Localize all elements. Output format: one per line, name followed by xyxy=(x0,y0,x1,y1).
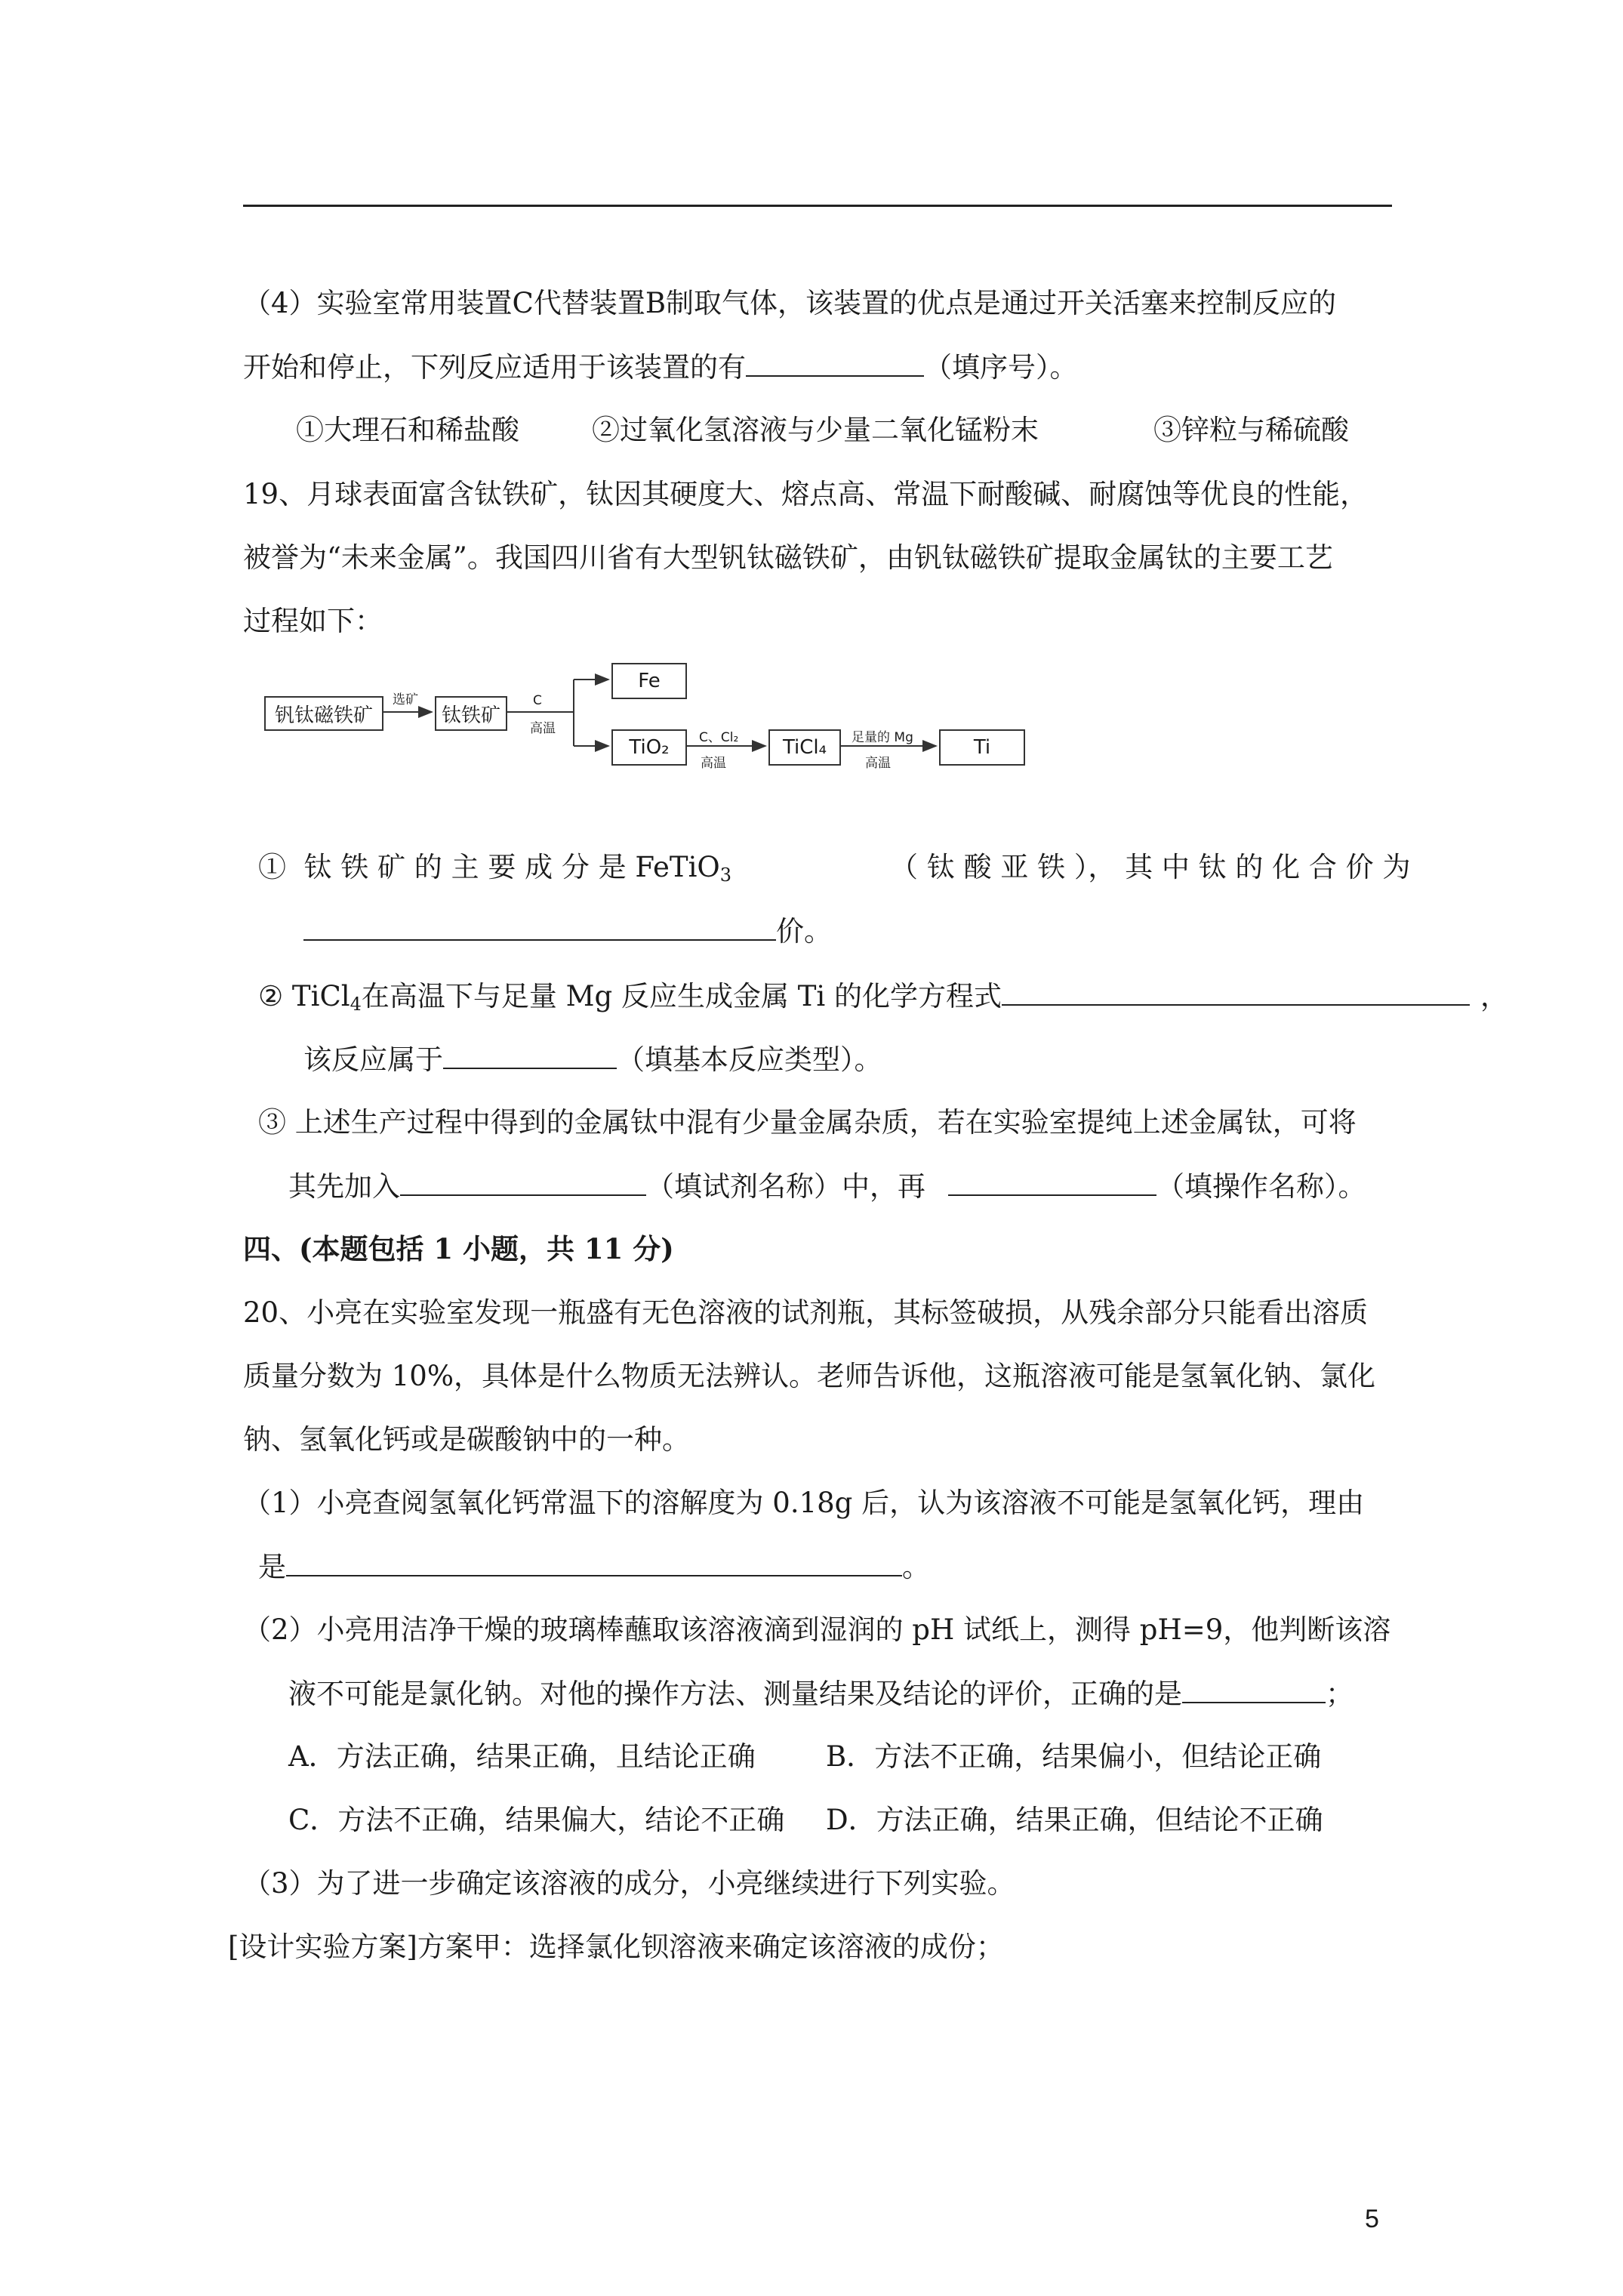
process-flow-diagram xyxy=(264,657,1034,785)
q20-part1-line2: 是 。 xyxy=(258,1551,930,1583)
q19-sub1-line1: ① 钛 铁 矿 的 主 要 成 分 是 FeTiO$_3$ （ 钛 酸 亚 铁 ）， 其 中 钛 的 化 合 价 为 xyxy=(258,851,1411,886)
flow-label-high-temp-1: 高温 xyxy=(530,721,556,736)
q20-part3: （3）为了进一步确定该溶液的成分，小亮继续进行下列实验。 xyxy=(243,1867,1015,1900)
q20-part2-line1: （2）小亮用洁净干燥的玻璃棒蘸取该溶液滴到湿润的 pH 试纸上，测得 pH=9，他判断该溶 xyxy=(243,1613,1391,1646)
q20-part1-line1: （1）小亮查阅氢氧化钙常温下的溶解度为 0.18g 后，认为该溶液不可能是氢氧化钙，理由 xyxy=(243,1487,1365,1519)
q19-line3: 过程如下： xyxy=(243,605,383,637)
answer-blank[interactable] xyxy=(948,1172,1156,1196)
section-heading: 四、(本题包括 1 小题，共 11 分) xyxy=(243,1232,674,1265)
answer-blank[interactable] xyxy=(1182,1679,1326,1703)
answer-blank[interactable] xyxy=(746,353,924,377)
answer-blank[interactable] xyxy=(400,1172,646,1196)
flow-label-c-cl2: C、Cl₂ xyxy=(699,730,739,745)
q20-design-plan: [设计实验方案]方案甲：选择氯化钡溶液来确定该溶液的成份； xyxy=(228,1931,1004,1963)
q19-sub3-line2: 其先加入 （填试剂名称）中，再 （填操作名称）。 xyxy=(288,1170,1366,1203)
flow-box-ticl4: TiCl₄ xyxy=(768,729,841,766)
q19-sub2-line1: ② TiCl$_4$在高温下与足量 Mg 反应生成金属 Ti 的化学方程式 ， xyxy=(258,980,1509,1015)
q19-sub1-line2: 价。 xyxy=(303,917,832,945)
flow-box-ti: Ti xyxy=(939,729,1025,766)
flow-box-tio2: TiO₂ xyxy=(611,729,687,766)
q20-option-a: A．方法正确，结果正确，且结论正确 xyxy=(288,1740,756,1773)
q19-line2: 被誉为“未来金属”。我国四川省有大型钒钛磁铁矿，由钒钛磁铁矿提取金属钛的主要工艺 xyxy=(243,541,1333,574)
q18-4-line2: 开始和停止，下列反应适用于该装置的有 （填序号）。 xyxy=(243,351,1078,384)
answer-blank[interactable] xyxy=(1002,982,1470,1006)
q18-4-line1: （4）实验室常用装置C代替装置B制取气体，该装置的优点是通过开关活塞来控制反应的 xyxy=(243,287,1337,319)
flow-label-excess-mg: 足量的 Mg xyxy=(852,730,913,745)
flow-label-ore-dressing: 选矿 xyxy=(393,692,418,707)
flow-box-ilmenite: 钛铁矿 xyxy=(435,696,507,731)
q18-4-option-1: ①大理石和稀盐酸 xyxy=(296,414,519,446)
q20-line1: 20、小亮在实验室发现一瓶盛有无色溶液的试剂瓶，其标签破损，从残余部分只能看出溶质 xyxy=(243,1296,1369,1329)
q20-option-d: D．方法正确，结果正确，但结论不正确 xyxy=(826,1804,1323,1836)
q20-option-b: B．方法不正确，结果偏小，但结论正确 xyxy=(826,1740,1322,1773)
flow-box-vanadium-titanium-magnetite: 钒钛磁铁矿 xyxy=(264,696,383,731)
q20-part2-line2: 液不可能是氯化钠。对他的操作方法、测量结果及结论的评价，正确的是 ； xyxy=(288,1678,1354,1710)
q20-option-c: C．方法不正确，结果偏大，结论不正确 xyxy=(288,1804,785,1836)
flow-box-fe: Fe xyxy=(611,663,687,699)
page-number: 5 xyxy=(1365,2205,1379,2233)
q19-sub2-line2: 该反应属于 （填基本反应类型）。 xyxy=(303,1043,882,1076)
flow-label-high-temp-2: 高温 xyxy=(701,756,726,771)
flow-label-carbon: C xyxy=(533,693,542,708)
flow-label-high-temp-3: 高温 xyxy=(865,756,891,771)
q19-sub3-line1: ③ 上述生产过程中得到的金属钛中混有少量金属杂质，若在实验室提纯上述金属钛，可将 xyxy=(258,1106,1357,1139)
answer-blank[interactable] xyxy=(303,917,776,941)
q19-line1: 19、月球表面富含钛铁矿，钛因其硬度大、熔点高、常温下耐酸碱、耐腐蚀等优良的性能， xyxy=(243,478,1369,510)
q18-4-option-2: ②过氧化氢溶液与少量二氧化锰粉末 xyxy=(592,414,1039,446)
q20-line3: 钠、氢氧化钙或是碳酸钠中的一种。 xyxy=(243,1423,690,1456)
header-rule xyxy=(243,205,1392,207)
q20-line2: 质量分数为 10%，具体是什么物质无法辨认。老师告诉他，这瓶溶液可能是氢氧化钠、氯化 xyxy=(243,1360,1375,1392)
answer-blank[interactable] xyxy=(286,1552,902,1576)
answer-blank[interactable] xyxy=(443,1045,617,1069)
q18-4-option-3: ③锌粒与稀硫酸 xyxy=(1153,414,1349,446)
